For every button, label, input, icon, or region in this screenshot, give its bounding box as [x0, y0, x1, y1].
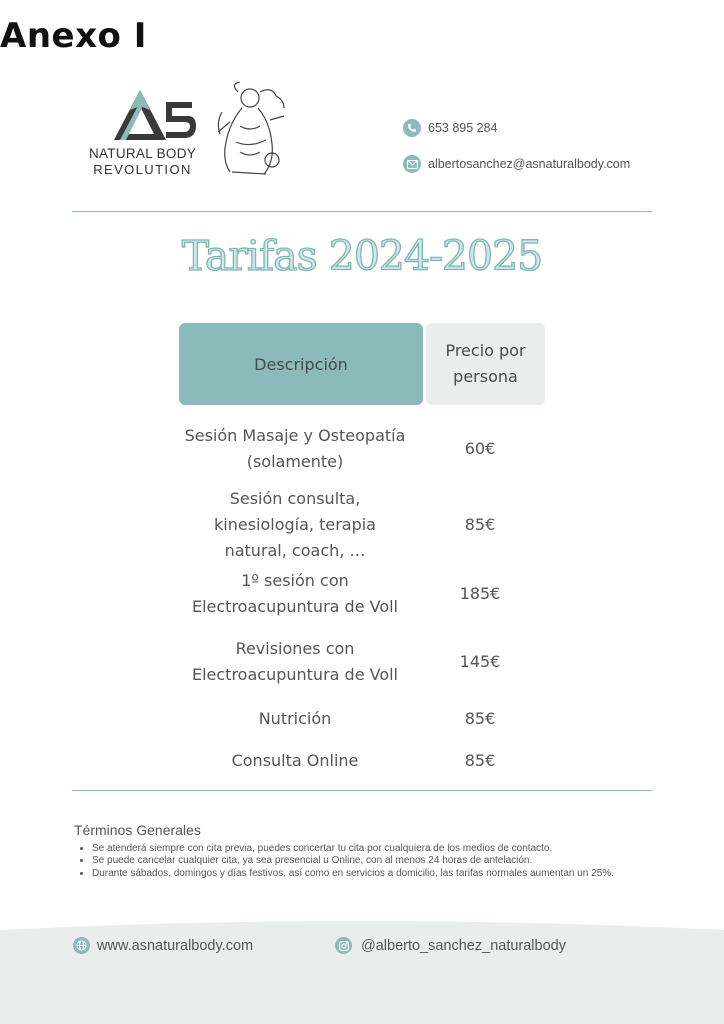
row-price: 85€: [464, 515, 496, 534]
globe-icon: [73, 937, 90, 954]
footer-background: [0, 918, 724, 1024]
row-desc: 1º sesión con Electroacupuntura de Voll: [191, 571, 398, 616]
terms-list: [74, 843, 662, 880]
contact-phone[interactable]: [403, 119, 498, 137]
row-price: 85€: [464, 751, 496, 770]
header-description: Descripción: [179, 323, 423, 405]
row-desc: Sesión Masaje y Osteopatía (solamente): [184, 426, 406, 471]
row-price: 145€: [459, 652, 501, 671]
contact-email[interactable]: [403, 155, 630, 173]
brand-logo: [80, 82, 292, 180]
warrior-figure-icon: [218, 82, 284, 174]
list-item: • Se puede cancelar cualquier cita, ya sea presencial u Online, con al menos 24 horas de antelación.: [92, 855, 662, 867]
row-price: 85€: [464, 709, 496, 728]
website-link[interactable]: [73, 937, 253, 954]
phone-number: 653 895 284: [428, 121, 498, 135]
brand-line-1: NATURAL BODY: [88, 146, 197, 161]
mail-icon: [403, 155, 421, 173]
email-address: albertosanchez@asnaturalbody.com: [428, 157, 631, 171]
header-price: Precio por persona: [426, 323, 545, 405]
phone-icon: [403, 119, 421, 137]
page-title: Tarifas 2024-2025: [181, 232, 543, 280]
list-item: • Se atenderá siempre con cita previa, puedes concertar tu cita por cualquiera de los medios de contacto.: [92, 843, 662, 855]
terms-title: Términos Generales: [74, 822, 201, 838]
row-desc: Revisiones con Electroacupuntura de Voll: [191, 639, 398, 684]
row-desc: Nutrición: [258, 709, 332, 728]
row-price: 60€: [464, 439, 496, 458]
website-url: www.asnaturalbody.com: [97, 937, 254, 954]
annex-title: Anexo I: [0, 16, 147, 56]
row-desc: Consulta Online: [231, 751, 359, 770]
instagram-icon: [335, 937, 352, 954]
instagram-handle: @alberto_sanchez_naturalbody: [361, 937, 566, 954]
bottom-divider: [72, 790, 652, 791]
instagram-link[interactable]: [335, 937, 566, 954]
row-price: 185€: [459, 584, 501, 603]
top-divider: [72, 211, 652, 212]
brand-line-2: REVOLUTION: [93, 162, 192, 177]
row-desc: Sesión consulta, kinesiología, terapia natural, coach, …: [214, 489, 376, 560]
list-item: • Durante sábados, domingos y días festivos, así como en servicios a domicilio, las tarifas normales aumentan un 25%.: [92, 868, 662, 880]
